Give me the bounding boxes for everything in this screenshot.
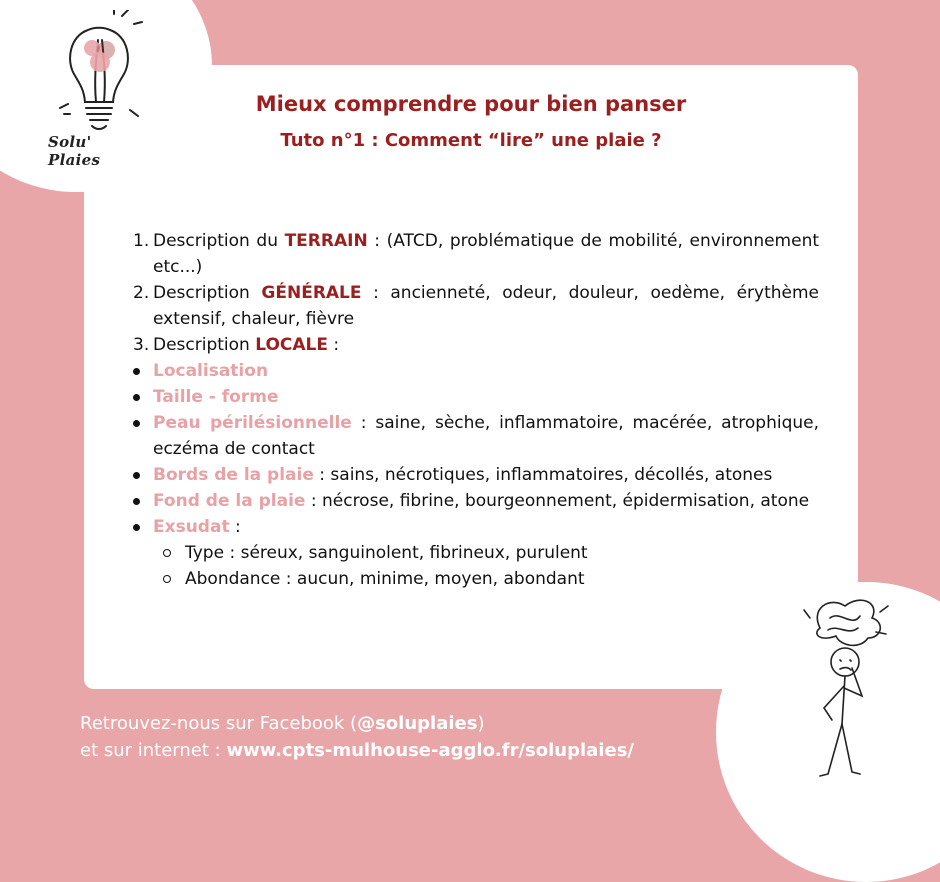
item-keyword: TERRAIN (284, 231, 368, 251)
bullet-icon (133, 524, 140, 531)
footer-line-facebook (80, 710, 634, 737)
bullet-text: : sains, nécrotiques, inflammatoires, décollés, atones (313, 465, 773, 485)
bullet-item (133, 410, 819, 462)
bullet-keyword: Taille - forme (153, 387, 279, 407)
page-subtitle: Tuto n°1 : Comment “lire” une plaie ? (280, 130, 662, 151)
bullet-keyword: Fond de la plaie (153, 491, 306, 511)
facebook-handle[interactable]: @soluplaies (357, 713, 478, 734)
footer-line-website (80, 737, 634, 764)
bullet-text: : nécrose, fibrine, bourgeonnement, épidermisation, atone (305, 491, 810, 511)
list-item (133, 332, 819, 358)
bullet-keyword: Peau périlésionnelle (153, 413, 352, 433)
sub-bullet-item (133, 540, 819, 566)
bullet-icon (133, 498, 140, 505)
item-keyword: LOCALE (255, 335, 328, 355)
website-link[interactable]: www.cpts-mulhouse-agglo.fr/soluplaies/ (226, 740, 634, 761)
sub-bullet-item (133, 566, 819, 592)
page-title: Mieux comprendre pour bien panser (255, 92, 687, 116)
list-item (133, 228, 819, 280)
item-prefix: Description (153, 283, 250, 303)
confused-stick-figure-icon (790, 588, 910, 780)
bullet-item (133, 462, 819, 488)
list-item (133, 280, 819, 332)
logo-text: Solu' Plaies (48, 133, 101, 169)
bullet-icon (133, 472, 140, 479)
list-number: 3. (133, 335, 150, 355)
bullet-item (133, 384, 819, 410)
list-number: 2. (133, 283, 150, 303)
bullet-text: : saine, sèche, inflammatoire, macérée, atrophique, eczéma de contact (153, 413, 819, 459)
bullet-icon (133, 368, 140, 375)
bullet-icon (133, 394, 140, 401)
sub-bullet-text: Abondance : aucun, minime, moyen, abondant (185, 569, 585, 589)
item-text: : (ATCD, problématique de mobilité, environnement etc...) (153, 231, 820, 277)
item-text: : (328, 335, 340, 355)
bullet-keyword: Bords de la plaie (153, 465, 314, 485)
circle-bullet-icon (163, 575, 171, 583)
bullet-item (133, 488, 819, 514)
bullet-icon (133, 420, 140, 427)
footer-text: et sur internet : (80, 740, 227, 761)
item-prefix: Description (153, 335, 250, 355)
list-number: 1. (133, 231, 150, 251)
circle-bullet-icon (163, 549, 171, 557)
bullet-keyword: Localisation (153, 361, 269, 381)
footer (80, 710, 634, 764)
footer-text: ) (477, 713, 485, 734)
bullet-text: : (229, 517, 241, 537)
bullet-item (133, 358, 819, 384)
item-prefix: Description du (153, 231, 278, 251)
bullet-item (133, 514, 819, 540)
content-list (133, 228, 819, 592)
sub-bullet-text: Type : séreux, sanguinolent, fibrineux, purulent (185, 543, 588, 563)
bullet-keyword: Exsudat (153, 517, 230, 537)
footer-text: Retrouvez-nous sur Facebook ( (80, 713, 358, 734)
item-keyword: GÉNÉRALE (261, 283, 362, 303)
item-text: : ancienneté, odeur, douleur, oedème, érythème extensif, chaleur, fièvre (153, 283, 819, 329)
